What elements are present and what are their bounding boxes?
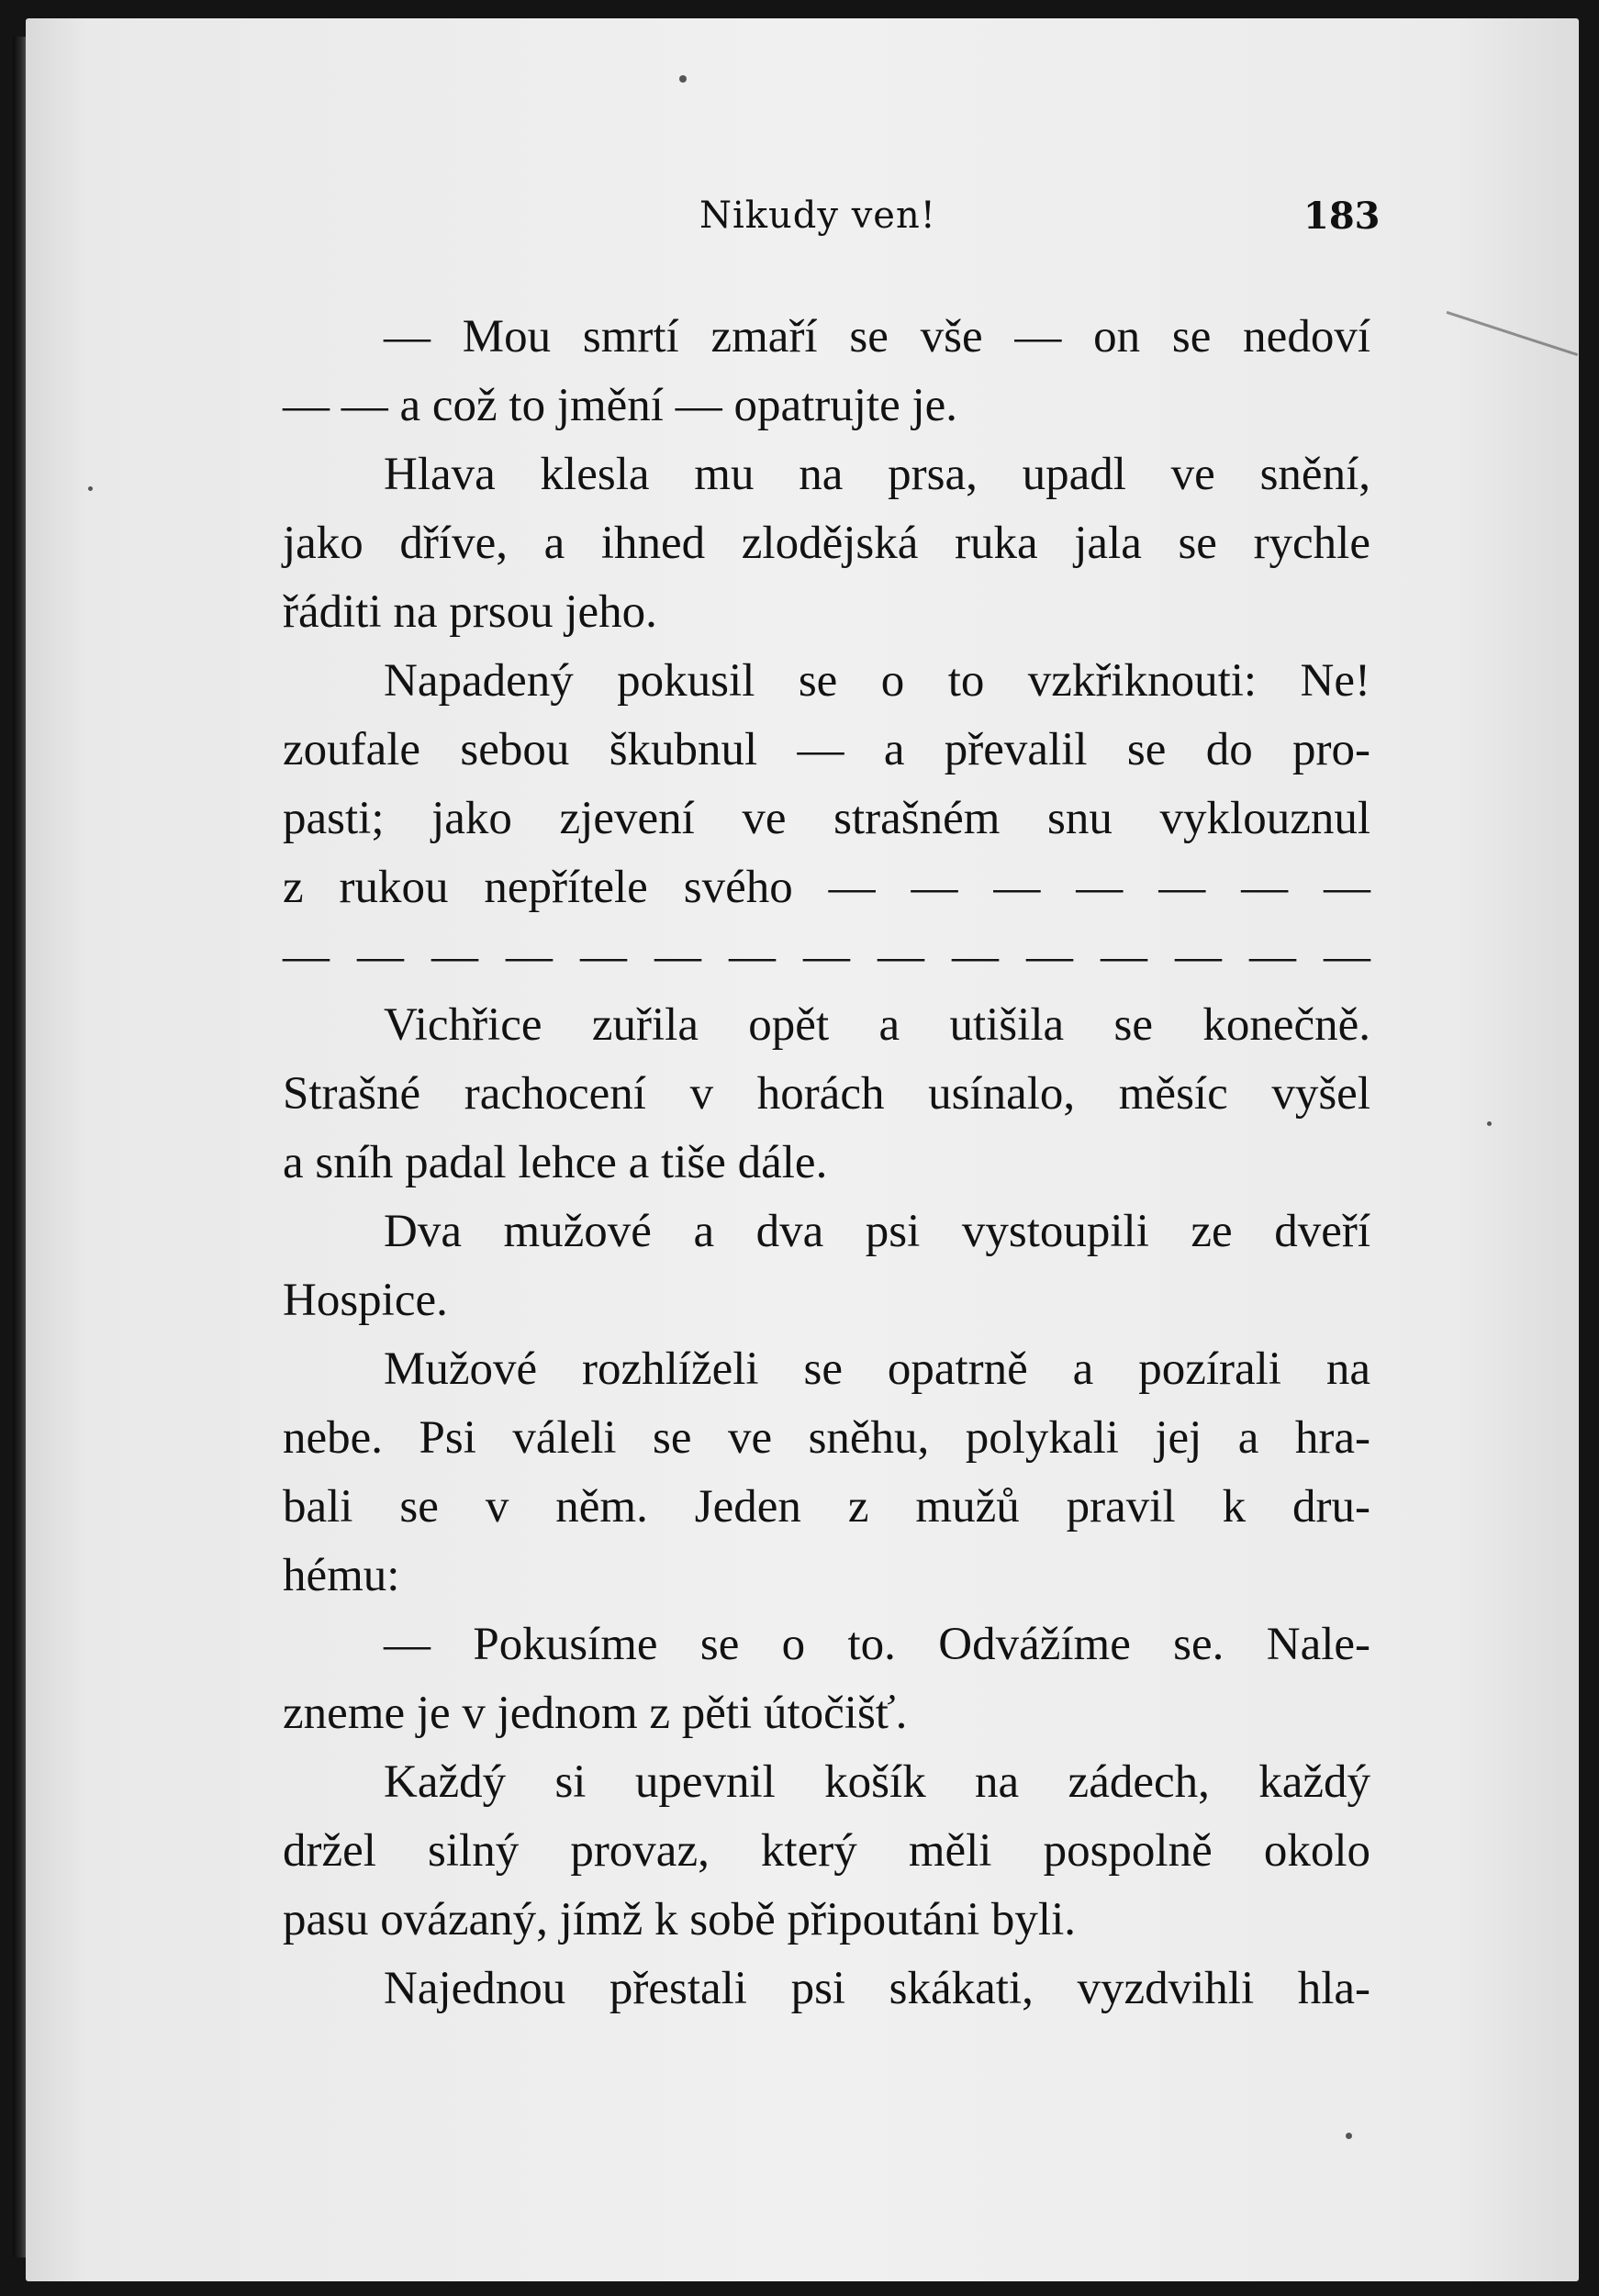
text-line: Hlava klesla mu na prsa, upadl ve snění,: [384, 449, 1370, 500]
page-header: [0, 195, 1599, 250]
text-line: a sníh padal lehce a tiše dále.: [283, 1137, 828, 1188]
paper-speck: [88, 486, 93, 491]
text-line: — Pokusíme se o to. Odvážíme se. Nale-: [384, 1619, 1370, 1670]
text-line: hému:: [283, 1550, 400, 1601]
body-text: [283, 303, 1370, 2023]
text-line: Vichřice zuřila opět a utišila se konečně.: [384, 999, 1370, 1051]
text-line: bali se v něm. Jeden z mužů pravil k dru-: [283, 1481, 1370, 1533]
text-line: Mužové rozhlíželi se opatrně a pozírali na: [384, 1343, 1370, 1395]
text-line: — Mou smrtí zmaří se vše — on se nedoví: [384, 311, 1370, 362]
text-line: pasti; jako zjevení ve strašném snu vyklouznul: [283, 793, 1370, 844]
paper-speck: [679, 75, 687, 83]
paper-speck: [1346, 2133, 1352, 2139]
page-number: 183: [1303, 195, 1381, 238]
text-line: Napadený pokusil se o to vzkřiknouti: Ne!: [384, 655, 1370, 707]
text-line: jako dříve, a ihned zlodějská ruka jala se rychle: [283, 518, 1370, 569]
text-line: — — a což to jmění — opatrujte je.: [283, 380, 958, 431]
text-line: Každý si upevnil košík na zádech, každý: [384, 1756, 1370, 1808]
text-line: pasu ovázaný, jímž k sobě připoutáni byli.: [283, 1894, 1076, 1945]
text-line: držel silný provaz, který měli pospolně okolo: [283, 1825, 1370, 1877]
text-line: zoufale sebou škubnul — a převalil se do pro-: [283, 724, 1370, 775]
paper-speck: [1487, 1121, 1492, 1126]
text-line: Najednou přestali psi skákati, vyzdvihli hla-: [384, 1963, 1370, 2014]
text-line: z rukou nepřítele svého — — — — — — —: [283, 862, 1370, 913]
text-line: Hospice.: [283, 1275, 448, 1326]
text-line: Dva mužové a dva psi vystoupili ze dveří: [384, 1206, 1370, 1257]
text-line: — — — — — — — — — — — — — — —: [283, 931, 1370, 982]
text-line: nebe. Psi váleli se ve sněhu, polykali jej a hra-: [283, 1412, 1370, 1464]
text-line: Strašné rachocení v horách usínalo, měsíc vyšel: [283, 1068, 1370, 1120]
text-line: řáditi na prsou jeho.: [283, 586, 657, 638]
running-head: Nikudy ven!: [699, 195, 936, 237]
text-line: zneme je v jednom z pěti útočišť.: [283, 1688, 908, 1739]
